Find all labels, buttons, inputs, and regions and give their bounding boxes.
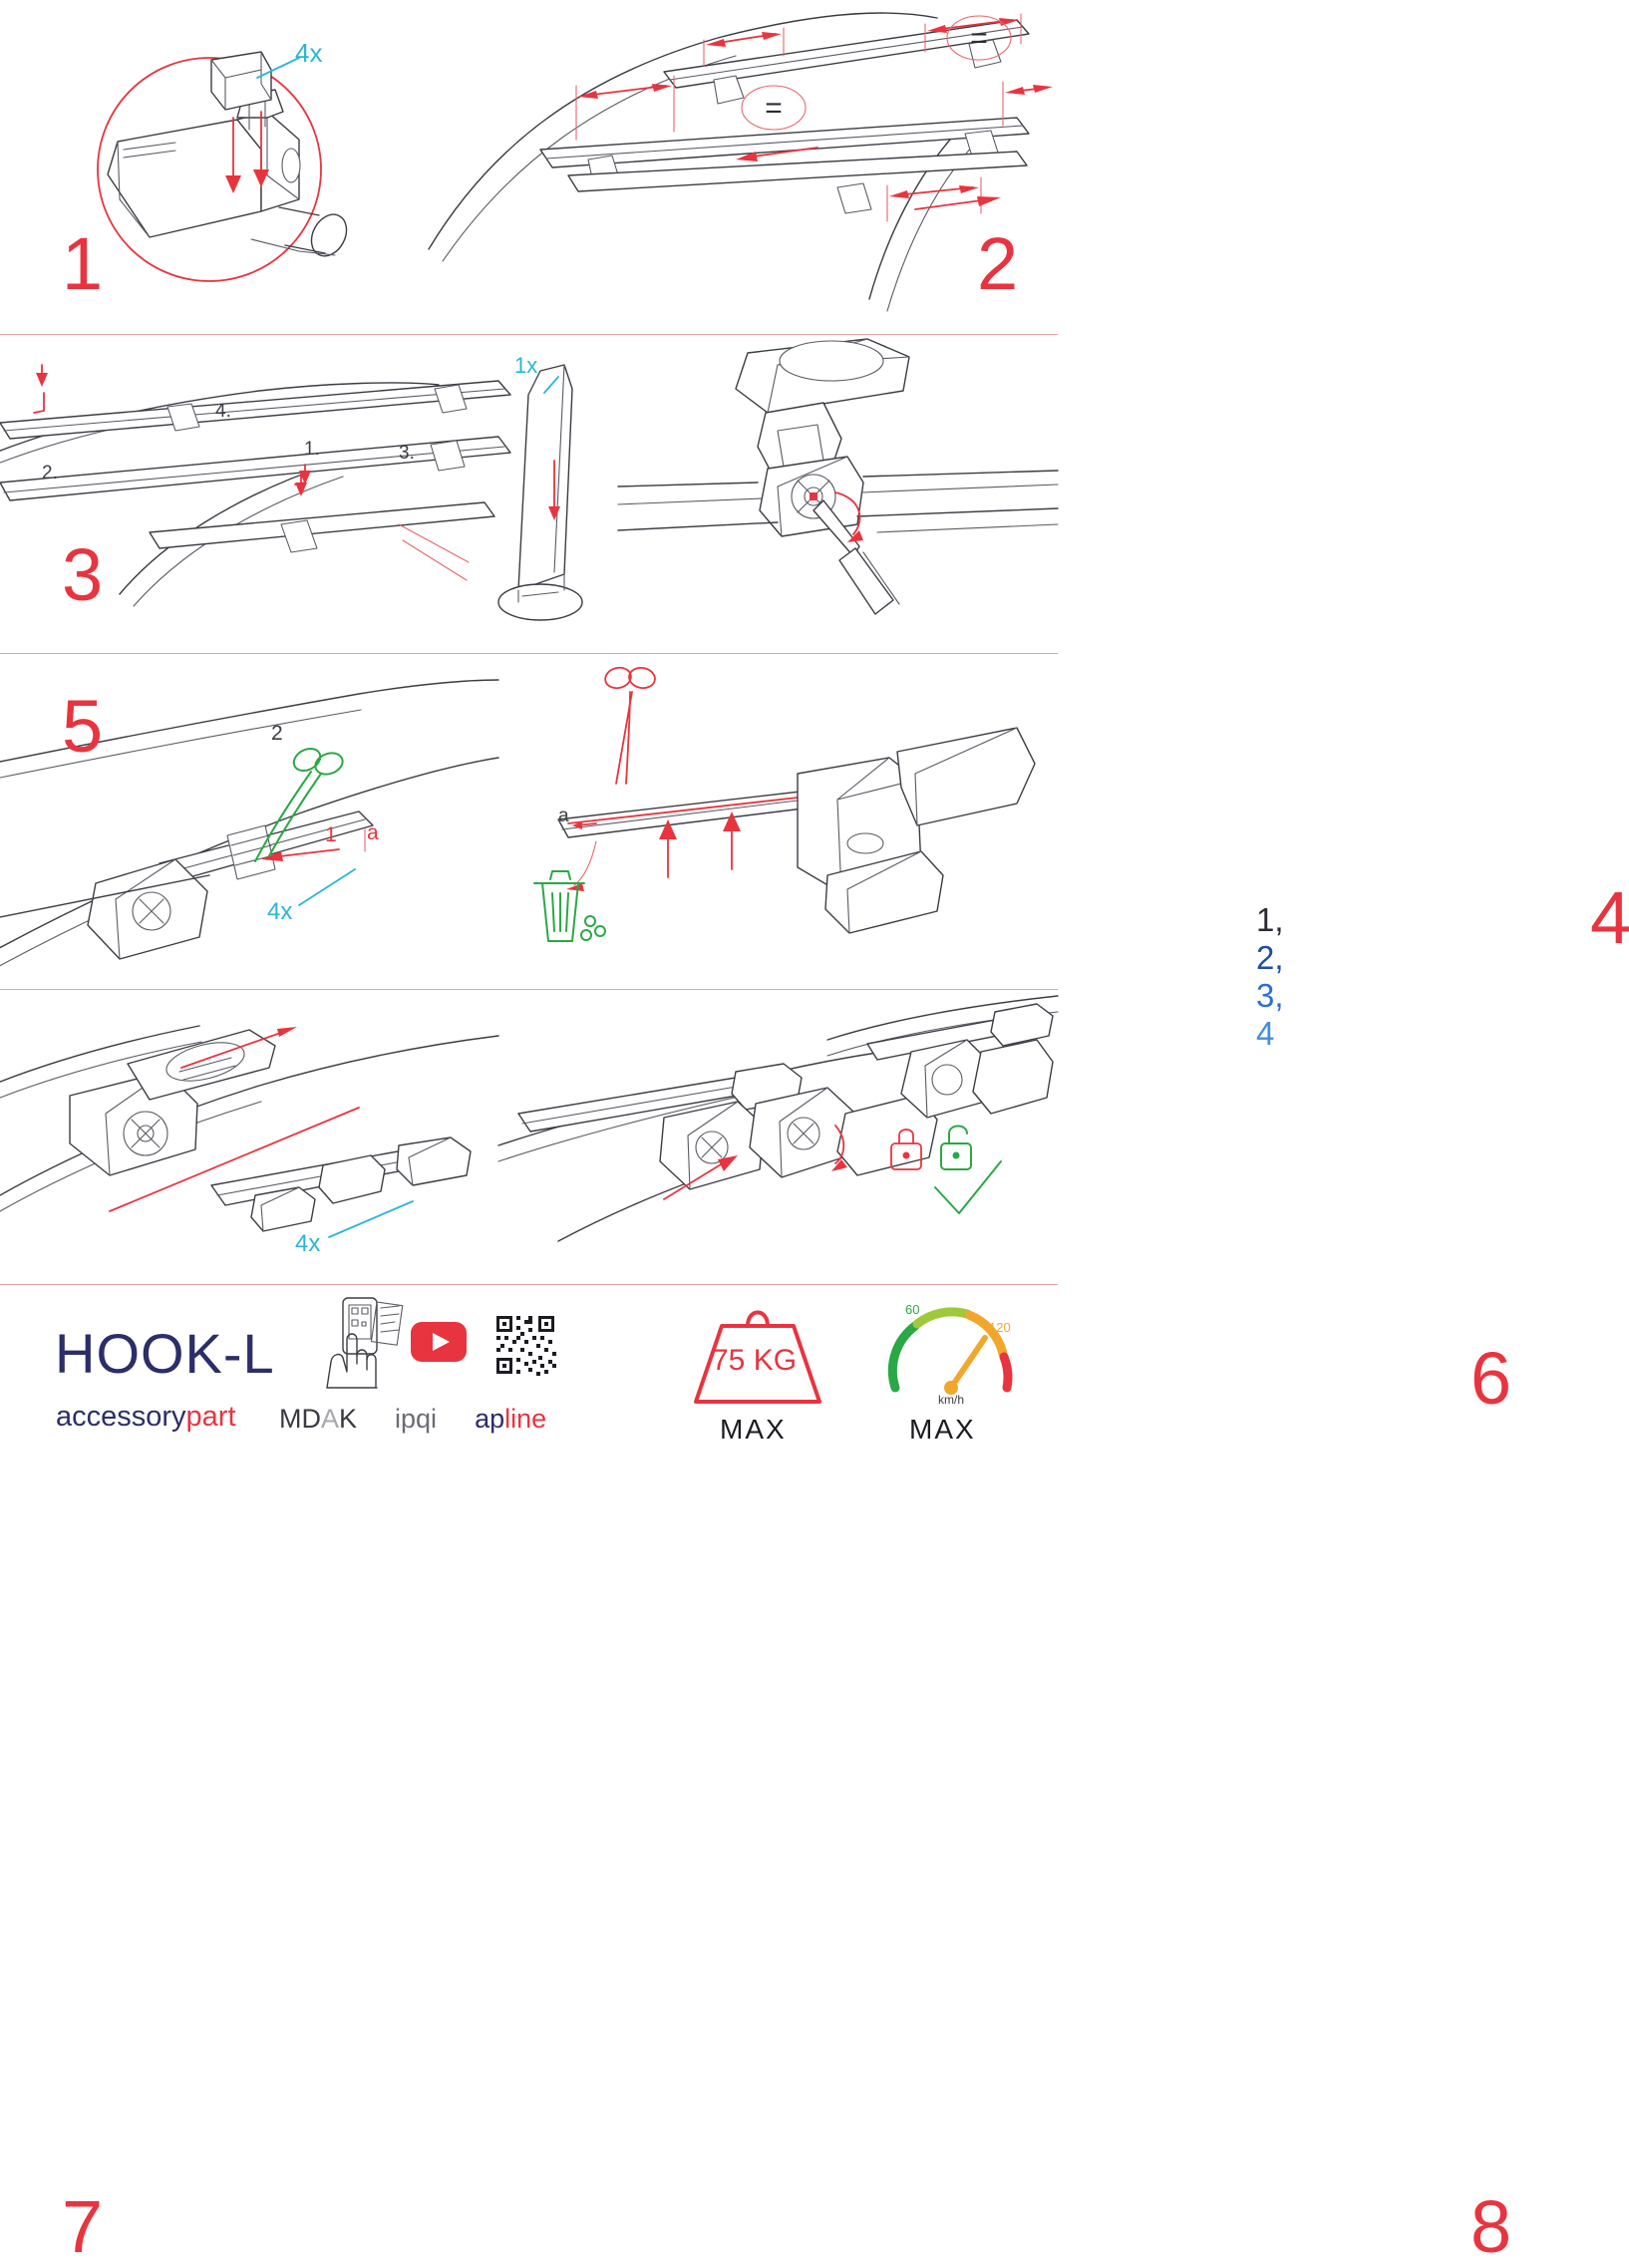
step-3-number: 3: [62, 533, 102, 616]
svg-text:60: 60: [905, 1302, 920, 1317]
seq-3: 3,: [1256, 977, 1284, 1014]
svg-text:2.: 2.: [42, 463, 58, 484]
step-4-number: 4: [1590, 876, 1629, 959]
step-3-panel: [0, 335, 618, 652]
step-8-illustration: [498, 990, 1058, 1285]
ipqi-logo: ipqi: [395, 1404, 438, 1434]
seq-4: 4: [1256, 1015, 1275, 1052]
svg-text:=: =: [970, 22, 988, 55]
step-4-sequence: [1256, 901, 1287, 1053]
tagline-part1: accessory: [56, 1401, 186, 1433]
tagline-part2: part: [185, 1401, 236, 1433]
svg-text:2: 2: [271, 722, 283, 745]
product-tagline: [56, 1401, 236, 1434]
apline-logo: apline: [475, 1404, 547, 1434]
qr-scan-hand-icon[interactable]: [317, 1296, 407, 1391]
step-4-panel: [618, 335, 1629, 1052]
weight-max-label: MAX: [720, 1414, 787, 1445]
svg-text:4x: 4x: [295, 1230, 321, 1257]
step-2-panel: [419, 0, 1058, 334]
speed-max-label: MAX: [909, 1414, 976, 1445]
step-8-number: 8: [1470, 2185, 1510, 2268]
step-4-illustration: [618, 335, 1058, 652]
mdak-logo: MDAK: [279, 1404, 358, 1434]
product-name: HOOK-L: [55, 1322, 275, 1385]
svg-text:4.: 4.: [215, 401, 231, 422]
step-6-illustration: [498, 654, 1058, 989]
step-5-number: 5: [62, 685, 102, 768]
svg-text:3.: 3.: [399, 443, 415, 464]
svg-text:a: a: [558, 806, 569, 826]
svg-text:4x: 4x: [295, 38, 323, 68]
step-2-number: 2: [977, 222, 1017, 305]
svg-text:4x: 4x: [267, 898, 293, 925]
svg-text:=: =: [765, 92, 783, 125]
svg-text:1x: 1x: [514, 353, 538, 378]
svg-text:120: 120: [989, 1320, 1011, 1335]
svg-text:a: a: [367, 821, 379, 844]
svg-text:1: 1: [325, 823, 337, 846]
footer: [0, 1286, 1058, 1495]
step-5-panel: [0, 654, 498, 989]
step-6-number: 6: [1470, 1337, 1510, 1420]
seq-2: 2,: [1256, 939, 1284, 976]
seq-1: 1,: [1256, 901, 1284, 938]
svg-text:1.: 1.: [304, 439, 320, 460]
qr-code-icon[interactable]: [494, 1314, 556, 1376]
step-1-panel: [0, 0, 419, 334]
svg-text:km/h: km/h: [937, 1393, 965, 1407]
weight-value: 75 KG: [712, 1344, 798, 1377]
speedometer-icon: [881, 1292, 1021, 1410]
youtube-icon[interactable]: [411, 1322, 467, 1364]
partner-logos: [279, 1404, 546, 1435]
step-7-number: 7: [62, 2185, 102, 2268]
step-7-illustration: [0, 990, 498, 1285]
step-2-illustration: [419, 0, 1058, 334]
step-1-number: 1: [62, 222, 102, 305]
lock-open-icon: [941, 1127, 971, 1170]
